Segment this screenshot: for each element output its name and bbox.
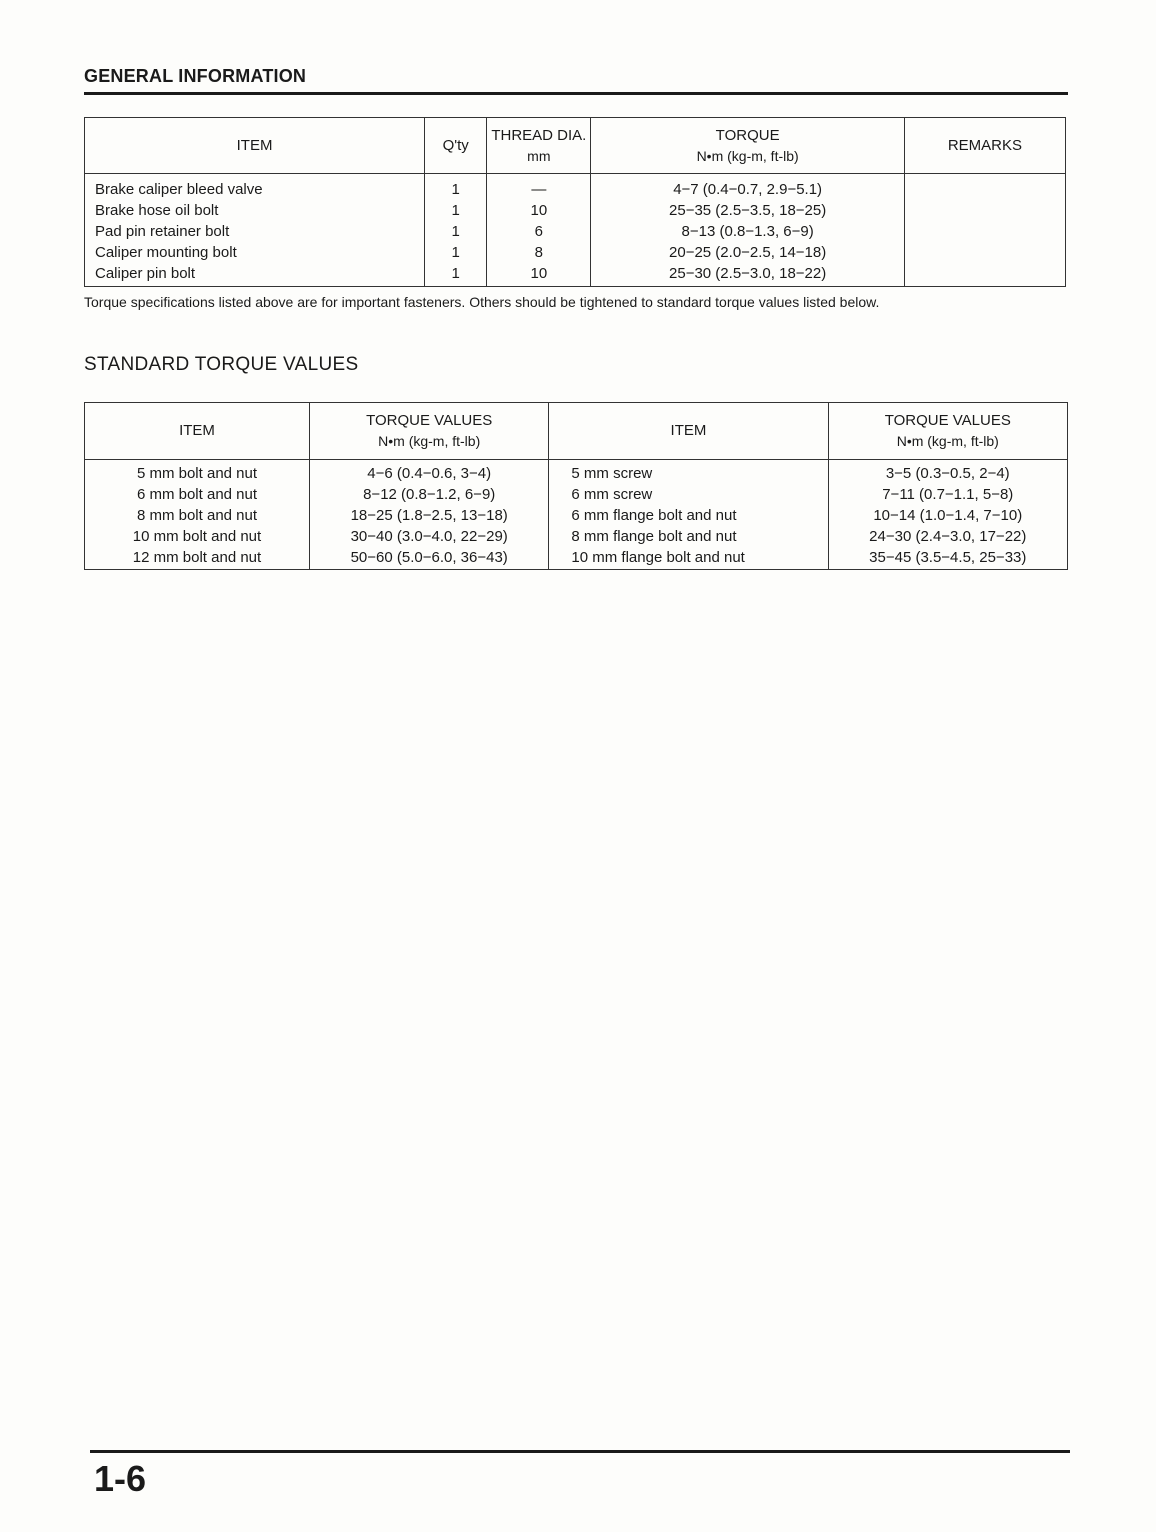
cell-torque: 8−13 (0.8−1.3, 6−9) [591,221,905,242]
header-torque [591,118,905,174]
torque-spec-table [84,117,1066,287]
cell-item: Brake caliper bleed valve [85,174,425,201]
cell-remarks [904,174,1065,201]
cell-item: Pad pin retainer bolt [85,221,425,242]
cell-torque: 24−30 (2.4−3.0, 17−22) [828,526,1067,547]
footer-divider [90,1450,1070,1453]
cell-torque: 8−12 (0.8−1.2, 6−9) [309,484,548,505]
header-remarks: REMARKS [904,118,1065,174]
cell-torque: 4−7 (0.4−0.7, 2.9−5.1) [591,174,905,201]
table-header-row [85,403,1068,460]
cell-item: 5 mm screw [549,460,828,485]
cell-thread: 6 [487,221,591,242]
header-torque-values-unit: N•m (kg-m, ft-lb) [896,433,999,449]
cell-item: Brake hose oil bolt [85,200,425,221]
page-number: 1-6 [94,1458,147,1499]
header-torque-values-unit: N•m (kg-m, ft-lb) [378,433,481,449]
table-row [85,263,1066,287]
header-qty: Q'ty [425,118,487,174]
header-thread-dia [487,118,591,174]
page-section-title: GENERAL INFORMATION [84,66,307,86]
cell-torque: 4−6 (0.4−0.6, 3−4) [309,460,548,485]
cell-thread: — [487,174,591,201]
cell-torque: 25−30 (2.5−3.0, 18−22) [591,263,905,287]
table-row [85,505,1068,526]
header-torque-values [828,403,1067,460]
cell-item: 5 mm bolt and nut [85,460,310,485]
table-row [85,200,1066,221]
table-row [85,526,1068,547]
header-thread-dia-label: THREAD DIA. [491,126,587,144]
cell-torque: 20−25 (2.0−2.5, 14−18) [591,242,905,263]
cell-qty: 1 [425,263,487,287]
cell-qty: 1 [425,200,487,221]
table-row [85,484,1068,505]
cell-thread: 10 [487,200,591,221]
cell-torque: 50−60 (5.0−6.0, 36−43) [309,547,548,570]
cell-item: Caliper pin bolt [85,263,425,287]
cell-remarks [904,263,1065,287]
cell-item: 8 mm bolt and nut [85,505,310,526]
header-torque-values [309,403,548,460]
cell-qty: 1 [425,221,487,242]
cell-qty: 1 [425,242,487,263]
cell-torque: 18−25 (1.8−2.5, 13−18) [309,505,548,526]
standard-torque-table [84,402,1068,570]
cell-torque: 3−5 (0.3−0.5, 2−4) [828,460,1067,485]
table-row [85,174,1066,201]
header-item: ITEM [85,403,310,460]
standard-torque-title: STANDARD TORQUE VALUES [84,354,359,375]
cell-qty: 1 [425,174,487,201]
header-torque-unit: N•m (kg-m, ft-lb) [696,147,799,164]
header-item: ITEM [85,118,425,174]
header-item: ITEM [549,403,828,460]
cell-item: 8 mm flange bolt and nut [549,526,828,547]
torque-note: Torque specifications listed above are for important fasteners. Others should be tightened to standard torque values listed below. [84,294,880,310]
header-torque-label: TORQUE [715,126,780,144]
cell-remarks [904,242,1065,263]
cell-thread: 10 [487,263,591,287]
header-thread-dia-unit: mm [527,147,551,164]
cell-torque: 35−45 (3.5−4.5, 25−33) [828,547,1067,570]
header-torque-values-label: TORQUE VALUES [366,412,493,429]
cell-torque: 30−40 (3.0−4.0, 22−29) [309,526,548,547]
cell-thread: 8 [487,242,591,263]
header-divider [84,92,1068,95]
cell-torque: 25−35 (2.5−3.5, 18−25) [591,200,905,221]
cell-remarks [904,200,1065,221]
cell-item: 10 mm bolt and nut [85,526,310,547]
cell-torque: 10−14 (1.0−1.4, 7−10) [828,505,1067,526]
cell-item: 10 mm flange bolt and nut [549,547,828,570]
cell-item: Caliper mounting bolt [85,242,425,263]
cell-torque: 7−11 (0.7−1.1, 5−8) [828,484,1067,505]
cell-item: 12 mm bolt and nut [85,547,310,570]
cell-item: 6 mm flange bolt and nut [549,505,828,526]
table-header-row [85,118,1066,174]
table-row [85,221,1066,242]
table-row [85,460,1068,485]
table-row [85,547,1068,570]
cell-item: 6 mm bolt and nut [85,484,310,505]
cell-remarks [904,221,1065,242]
cell-item: 6 mm screw [549,484,828,505]
header-torque-values-label: TORQUE VALUES [884,412,1011,429]
table-row [85,242,1066,263]
